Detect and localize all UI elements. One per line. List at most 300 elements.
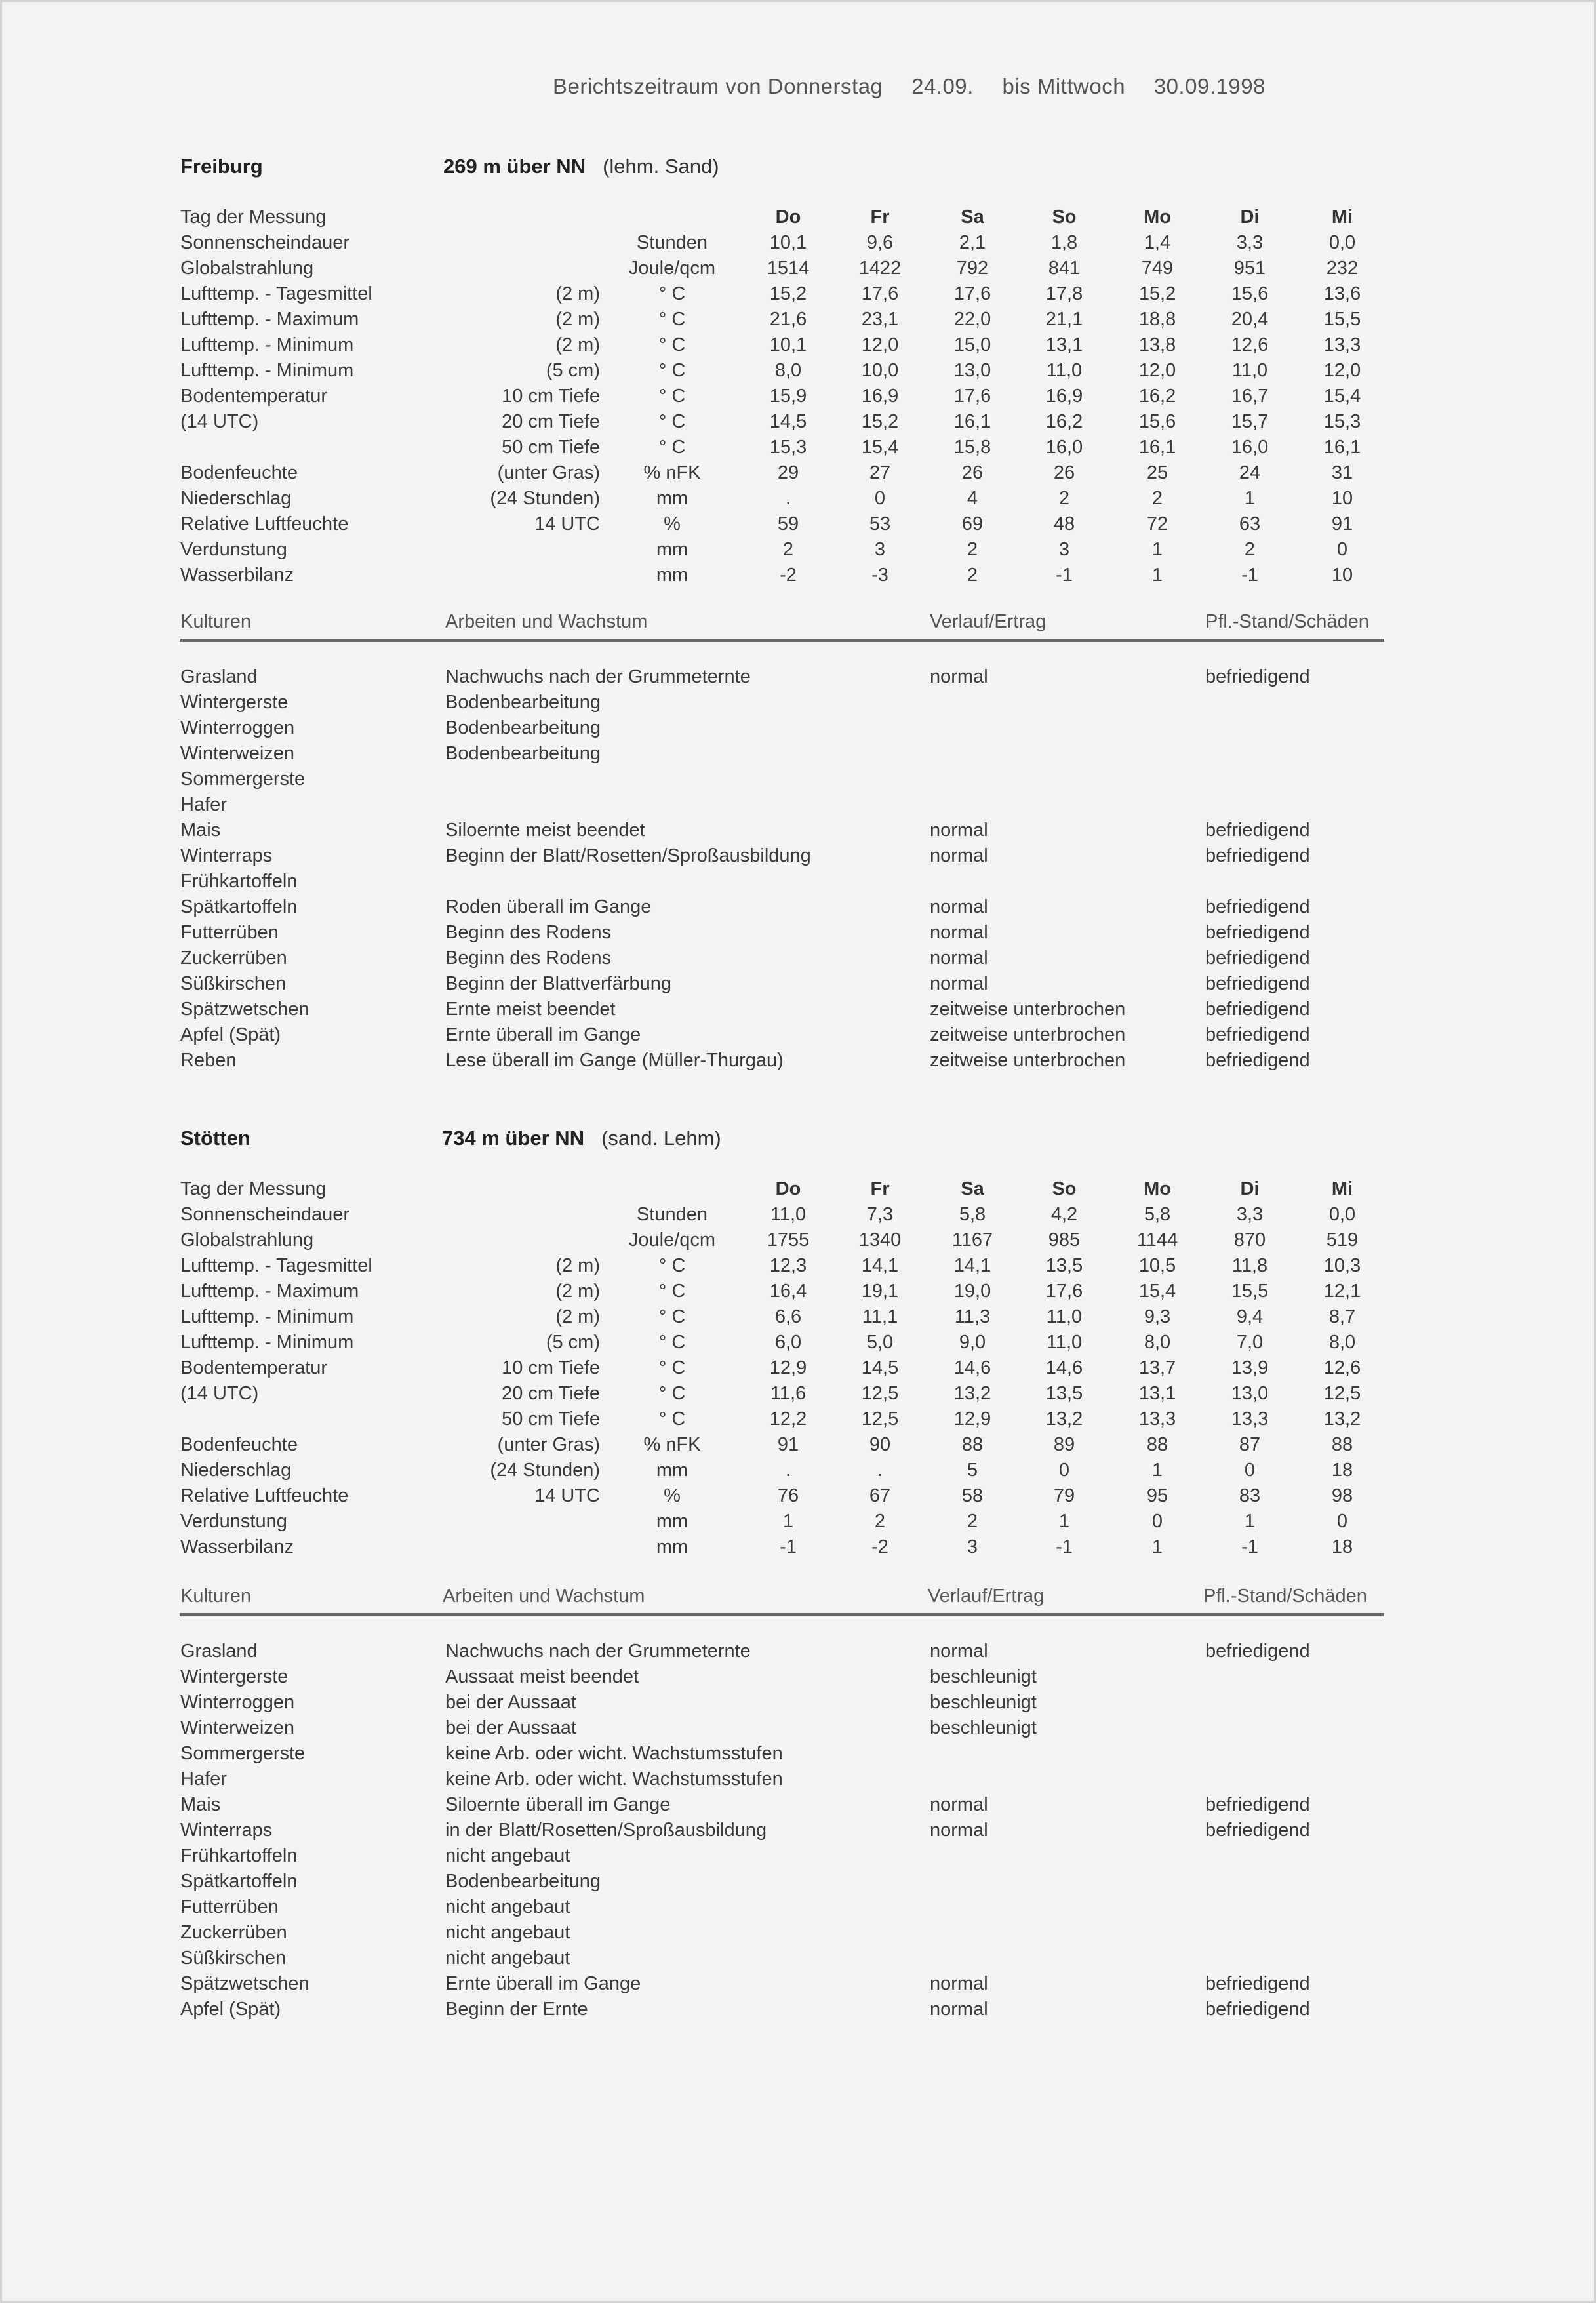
crops-header	[180, 1586, 1384, 1612]
crop-progress: zeitweise unterbrochen	[930, 999, 1126, 1020]
crop-progress: normal	[930, 1973, 988, 1994]
measure-value: -2	[780, 565, 797, 586]
measure-value: 0	[1336, 1511, 1348, 1532]
weather-row	[180, 1355, 1387, 1381]
measure-value: 1,8	[1050, 232, 1078, 253]
measure-value: 0	[1336, 539, 1348, 560]
crop-row	[180, 664, 1387, 690]
day-header: Do	[775, 207, 801, 228]
measure-value: 9,4	[1236, 1306, 1264, 1327]
crop-name: Reben	[180, 1050, 237, 1071]
weather-row	[180, 486, 1387, 511]
measure-label: Sonnenscheindauer	[180, 1204, 349, 1225]
day-header: Di	[1240, 1178, 1260, 1199]
measure-unit: ° C	[658, 437, 686, 458]
measure-value: 2	[967, 539, 978, 560]
measure-value: 11,0	[1046, 1306, 1083, 1327]
measure-value: 1	[1244, 1511, 1256, 1532]
measure-value: 11,6	[770, 1383, 807, 1404]
measure-label: Verdunstung	[180, 539, 287, 560]
measure-value: 26	[1053, 462, 1075, 483]
weather-row	[180, 460, 1387, 486]
measure-value: 841	[1048, 258, 1081, 279]
crop-name: Zuckerrüben	[180, 1922, 287, 1943]
measure-value: 12,0	[861, 334, 899, 355]
measure-label: Lufttemp. - Maximum	[180, 1281, 359, 1302]
measure-value: 0	[1151, 1511, 1163, 1532]
measure-value: 13,7	[1138, 1357, 1176, 1378]
measure-value: 12,3	[769, 1255, 807, 1276]
measure-value: 1	[1151, 565, 1163, 586]
measure-detail: (unter Gras)	[497, 462, 600, 483]
measure-value: 4	[967, 488, 978, 509]
measure-label: Lufttemp. - Minimum	[180, 1332, 354, 1353]
day-header: Di	[1240, 207, 1260, 228]
measure-value: 13,1	[1045, 334, 1083, 355]
measure-value: 15,4	[1138, 1281, 1176, 1302]
measure-detail: 10 cm Tiefe	[502, 1357, 600, 1378]
measure-value: 519	[1326, 1230, 1359, 1251]
measure-value: 3	[1058, 539, 1070, 560]
crop-work: Bodenbearbeitung	[445, 717, 601, 738]
measure-value: 13,0	[953, 360, 991, 381]
crop-work: Beginn der Blatt/Rosetten/Sproßausbildung	[445, 845, 811, 866]
crop-condition: befriedigend	[1205, 896, 1310, 917]
measure-value: 13,0	[1231, 1383, 1269, 1404]
measure-value: 15,5	[1323, 309, 1361, 330]
measure-value: 11,0	[1231, 360, 1268, 381]
measure-unit: %	[664, 1485, 681, 1506]
measure-value: 16,1	[1323, 437, 1361, 458]
measure-value: 59	[777, 513, 799, 534]
crop-progress: normal	[930, 1820, 988, 1841]
crop-name: Sommergerste	[180, 1743, 306, 1764]
crop-condition: befriedigend	[1205, 1024, 1310, 1045]
measure-unit: ° C	[658, 1409, 686, 1430]
crop-progress: normal	[930, 973, 988, 994]
crops-header-verlauf: Verlauf/Ertrag	[930, 611, 1047, 632]
crop-progress: normal	[930, 666, 988, 687]
measure-detail: 50 cm Tiefe	[502, 1409, 600, 1430]
measure-unit: mm	[656, 1536, 688, 1557]
measure-unit: ° C	[658, 360, 686, 381]
crops-header-verlauf: Verlauf/Ertrag	[928, 1586, 1045, 1607]
measure-value: 11,0	[1046, 1332, 1083, 1353]
measure-value: 19,1	[861, 1281, 899, 1302]
measure-value: 14,1	[953, 1255, 991, 1276]
measure-label: Relative Luftfeuchte	[180, 513, 349, 534]
measure-detail: 14 UTC	[534, 513, 600, 534]
measure-value: 3,3	[1236, 232, 1264, 253]
weather-table	[180, 205, 1387, 588]
crop-row	[180, 1997, 1387, 2022]
crop-row	[180, 1048, 1387, 1073]
crops-header-kulturen: Kulturen	[180, 611, 252, 632]
crops-divider	[180, 639, 1384, 642]
crop-name: Winterraps	[180, 845, 273, 866]
measure-unit: ° C	[658, 283, 686, 304]
measure-value: 10,1	[769, 232, 807, 253]
measure-value: 1	[1151, 539, 1163, 560]
measure-value: 12,9	[769, 1357, 807, 1378]
crop-row	[180, 1690, 1387, 1715]
crop-row	[180, 1022, 1387, 1048]
measure-unit: ° C	[658, 1357, 686, 1378]
weather-row	[180, 281, 1387, 307]
weather-row	[180, 1483, 1387, 1509]
weather-row	[180, 307, 1387, 332]
measure-value: 5,0	[866, 1332, 894, 1353]
measure-value: 11,8	[1231, 1255, 1268, 1276]
crop-name: Süßkirschen	[180, 1948, 287, 1969]
measure-value: -3	[871, 565, 888, 586]
station-soil: (lehm. Sand)	[603, 155, 719, 178]
measure-value: 90	[869, 1434, 891, 1455]
measure-value: 6,0	[774, 1332, 802, 1353]
crop-progress: beschleunigt	[930, 1666, 1037, 1687]
measure-value: 1167	[951, 1230, 993, 1251]
crop-name: Spätzwetschen	[180, 1973, 309, 1994]
crop-progress: normal	[930, 948, 988, 969]
measure-label: (14 UTC)	[180, 1383, 259, 1404]
crop-condition: befriedigend	[1205, 922, 1310, 943]
crop-work: Roden überall im Gange	[445, 896, 652, 917]
crop-work: Ernte überall im Gange	[445, 1024, 641, 1045]
measure-value: 3	[967, 1536, 978, 1557]
crops-table	[180, 664, 1387, 1073]
crop-work: Bodenbearbeitung	[445, 1871, 601, 1892]
crop-work: Beginn des Rodens	[445, 948, 612, 969]
measure-value: 12,0	[1138, 360, 1176, 381]
measure-value: 13,8	[1138, 334, 1176, 355]
measure-value: 12,5	[861, 1383, 899, 1404]
measure-value: 11,3	[954, 1306, 991, 1327]
crops-header-pflstand: Pfl.-Stand/Schäden	[1203, 1586, 1367, 1607]
measure-value: 0	[1244, 1460, 1256, 1481]
weather-row	[180, 537, 1387, 563]
weather-row	[180, 1228, 1387, 1253]
measure-value: 89	[1053, 1434, 1075, 1455]
crop-name: Winterroggen	[180, 1692, 295, 1713]
measure-detail: 20 cm Tiefe	[502, 1383, 600, 1404]
measure-unit: % nFK	[643, 1434, 701, 1455]
measure-value: .	[785, 1460, 791, 1481]
measure-value: 17,6	[953, 283, 991, 304]
measure-value: 87	[1239, 1434, 1261, 1455]
crop-row	[180, 767, 1387, 792]
measure-value: 13,9	[1231, 1357, 1269, 1378]
weather-row	[180, 435, 1387, 460]
measure-value: .	[785, 488, 791, 509]
crop-row	[180, 1767, 1387, 1792]
crop-row	[180, 1971, 1387, 1997]
measure-unit: Stunden	[636, 232, 708, 253]
crops-header-kulturen: Kulturen	[180, 1586, 252, 1607]
measure-value: 2	[782, 539, 794, 560]
measure-label: Globalstrahlung	[180, 258, 314, 279]
measure-value: 19,0	[953, 1281, 991, 1302]
crop-name: Spätzwetschen	[180, 999, 309, 1020]
station-location	[442, 1127, 721, 1150]
measure-label: Niederschlag	[180, 1460, 292, 1481]
measure-value: 1144	[1136, 1230, 1178, 1251]
crop-row	[180, 1639, 1387, 1664]
station-location	[443, 155, 719, 178]
measure-unit: ° C	[658, 1255, 686, 1276]
crop-row	[180, 1792, 1387, 1818]
measure-value: 15,9	[769, 386, 807, 407]
measure-label: Sonnenscheindauer	[180, 232, 349, 253]
crop-condition: befriedigend	[1205, 1794, 1310, 1815]
measure-value: 12,6	[1231, 334, 1269, 355]
crop-condition: befriedigend	[1205, 999, 1310, 1020]
measure-value: -1	[1241, 1536, 1258, 1557]
measure-value: 11,1	[862, 1306, 898, 1327]
measure-value: 870	[1233, 1230, 1266, 1251]
crop-work: Nachwuchs nach der Grummeternte	[445, 666, 751, 687]
measure-value: 24	[1239, 462, 1261, 483]
measure-value: 2	[967, 1511, 978, 1532]
measure-value: 88	[1331, 1434, 1353, 1455]
measure-value: 10,1	[769, 334, 807, 355]
measure-value: 16,1	[1138, 437, 1176, 458]
crop-progress: zeitweise unterbrochen	[930, 1024, 1126, 1045]
measure-label: Lufttemp. - Tagesmittel	[180, 283, 372, 304]
crop-progress: normal	[930, 896, 988, 917]
crop-row	[180, 1946, 1387, 1971]
crop-work: Aussaat meist beendet	[445, 1666, 639, 1687]
weather-row	[180, 1407, 1387, 1432]
crop-work: Beginn der Ernte	[445, 1999, 588, 2020]
crop-row	[180, 997, 1387, 1022]
weather-row	[180, 1202, 1387, 1228]
measure-detail: (2 m)	[555, 1255, 600, 1276]
measure-detail: (5 cm)	[546, 1332, 600, 1353]
measure-value: 15,4	[1323, 386, 1361, 407]
measure-value: 15,2	[769, 283, 807, 304]
day-header: Mi	[1331, 1178, 1353, 1199]
crop-progress: zeitweise unterbrochen	[930, 1050, 1126, 1071]
measure-value: 25	[1146, 462, 1168, 483]
crop-progress: normal	[930, 1999, 988, 2020]
crops-header-arbeiten: Arbeiten und Wachstum	[443, 1586, 645, 1607]
measure-value: 13,2	[953, 1383, 991, 1404]
crops-header-pflstand: Pfl.-Stand/Schäden	[1205, 611, 1369, 632]
measure-value: 15,2	[1138, 283, 1176, 304]
weather-row	[180, 1458, 1387, 1483]
measure-value: 1	[1151, 1460, 1163, 1481]
measure-value: 1514	[767, 258, 810, 279]
day-header: Sa	[961, 1178, 984, 1199]
measure-value: 15,6	[1138, 411, 1176, 432]
measure-unit: ° C	[658, 1332, 686, 1353]
measure-value: 11,0	[770, 1204, 807, 1225]
measure-value: 15,6	[1231, 283, 1269, 304]
measure-label: Lufttemp. - Minimum	[180, 360, 354, 381]
measure-value: 13,3	[1231, 1409, 1269, 1430]
measure-detail: (5 cm)	[546, 360, 600, 381]
crop-row	[180, 1741, 1387, 1767]
measure-value: 9,6	[866, 232, 894, 253]
measure-value: 15,3	[1323, 411, 1361, 432]
crop-name: Winterweizen	[180, 1717, 295, 1738]
measure-unit: ° C	[658, 1306, 686, 1327]
crop-progress: normal	[930, 1794, 988, 1815]
crop-name: Süßkirschen	[180, 973, 287, 994]
measure-value: 749	[1141, 258, 1174, 279]
day-header: Do	[775, 1178, 801, 1199]
crop-row	[180, 1843, 1387, 1869]
crop-work: nicht angebaut	[445, 1922, 570, 1943]
report-period	[553, 74, 1266, 99]
measure-value: 3	[874, 539, 886, 560]
measure-label: Lufttemp. - Minimum	[180, 1306, 354, 1327]
measure-value: 15,7	[1231, 411, 1269, 432]
weather-row	[180, 1304, 1387, 1330]
crop-name: Grasland	[180, 666, 258, 687]
crop-row	[180, 920, 1387, 946]
measure-value: 7,0	[1236, 1332, 1264, 1353]
measure-unit: mm	[656, 539, 688, 560]
measure-detail: 50 cm Tiefe	[502, 437, 600, 458]
measure-value: 0,0	[1328, 232, 1356, 253]
measure-value: 8,0	[774, 360, 802, 381]
measure-value: 10	[1331, 488, 1353, 509]
measure-value: 10	[1331, 565, 1353, 586]
day-header: Fr	[870, 1178, 890, 1199]
measure-value: 0,0	[1328, 1204, 1356, 1225]
crop-work: bei der Aussaat	[445, 1692, 576, 1713]
crop-name: Apfel (Spät)	[180, 1024, 281, 1045]
measure-value: 13,2	[1323, 1409, 1361, 1430]
crop-progress: beschleunigt	[930, 1717, 1037, 1738]
measure-value: -1	[1056, 565, 1073, 586]
crop-row	[180, 894, 1387, 920]
crop-condition: befriedigend	[1205, 666, 1310, 687]
day-header: Mi	[1331, 207, 1353, 228]
crop-condition: befriedigend	[1205, 948, 1310, 969]
measure-value: 21,1	[1045, 309, 1083, 330]
measure-detail: (2 m)	[555, 334, 600, 355]
measure-value: 69	[961, 513, 984, 534]
measure-value: 13,1	[1138, 1383, 1176, 1404]
measure-unit: Joule/qcm	[628, 1230, 716, 1251]
measure-unit: Stunden	[636, 1204, 708, 1225]
crop-name: Winterraps	[180, 1820, 273, 1841]
measure-value: 8,0	[1328, 1332, 1356, 1353]
day-header: Mo	[1144, 1178, 1171, 1199]
crop-work: Ernte überall im Gange	[445, 1973, 641, 1994]
measure-value: 14,6	[953, 1357, 991, 1378]
crop-work: Ernte meist beendet	[445, 999, 616, 1020]
measure-value: 12,1	[1323, 1281, 1361, 1302]
crops-table	[180, 1639, 1387, 2022]
measure-value: 12,2	[769, 1409, 807, 1430]
crop-work: nicht angebaut	[445, 1896, 570, 1917]
weather-row	[180, 230, 1387, 256]
crop-name: Grasland	[180, 1641, 258, 1662]
measure-value: 2	[1244, 539, 1256, 560]
crop-progress: normal	[930, 845, 988, 866]
measure-value: 4,2	[1050, 1204, 1078, 1225]
measure-value: 1,4	[1144, 232, 1171, 253]
measure-unit: ° C	[658, 411, 686, 432]
crop-row	[180, 1664, 1387, 1690]
measure-value: 16,4	[769, 1281, 807, 1302]
crop-progress: normal	[930, 922, 988, 943]
measure-value: 16,9	[1045, 386, 1083, 407]
measure-value: 1340	[858, 1230, 902, 1251]
header-label: Tag der Messung	[180, 207, 327, 228]
measure-value: .	[877, 1460, 883, 1481]
measure-value: 18	[1331, 1536, 1353, 1557]
crop-row	[180, 1894, 1387, 1920]
measure-value: 26	[961, 462, 984, 483]
crop-row	[180, 869, 1387, 894]
measure-value: 792	[956, 258, 989, 279]
period-middle: bis Mittwoch	[1002, 74, 1126, 98]
day-header: Fr	[870, 207, 890, 228]
measure-label: Wasserbilanz	[180, 565, 294, 586]
crop-work: Beginn des Rodens	[445, 922, 612, 943]
weather-header-row	[180, 1176, 1387, 1202]
measure-value: 13,6	[1323, 283, 1361, 304]
measure-value: 5,8	[1144, 1204, 1171, 1225]
crop-work: nicht angebaut	[445, 1845, 570, 1866]
crop-work: bei der Aussaat	[445, 1717, 576, 1738]
crop-progress: beschleunigt	[930, 1692, 1037, 1713]
measure-label: Bodenfeuchte	[180, 462, 298, 483]
measure-detail: (unter Gras)	[497, 1434, 600, 1455]
measure-value: 27	[869, 462, 891, 483]
period-prefix: Berichtszeitraum von Donnerstag	[553, 74, 883, 98]
measure-value: 15,0	[953, 334, 991, 355]
measure-detail: (24 Stunden)	[490, 1460, 600, 1481]
measure-value: 8,0	[1144, 1332, 1171, 1353]
measure-value: 2	[967, 565, 978, 586]
measure-value: 11,0	[1046, 360, 1083, 381]
crop-work: keine Arb. oder wicht. Wachstumsstufen	[445, 1743, 783, 1764]
measure-label: Bodentemperatur	[180, 386, 328, 407]
measure-value: 22,0	[953, 309, 991, 330]
measure-label: Bodentemperatur	[180, 1357, 328, 1378]
measure-value: 16,0	[1231, 437, 1269, 458]
measure-value: -1	[1056, 1536, 1073, 1557]
measure-value: 79	[1053, 1485, 1075, 1506]
measure-value: 13,5	[1045, 1383, 1083, 1404]
weather-row	[180, 563, 1387, 588]
crop-work: Beginn der Blattverfärbung	[445, 973, 671, 994]
measure-value: 12,6	[1323, 1357, 1361, 1378]
measure-label: Lufttemp. - Tagesmittel	[180, 1255, 372, 1276]
measure-value: 83	[1239, 1485, 1261, 1506]
measure-value: 0	[874, 488, 886, 509]
weather-row	[180, 332, 1387, 358]
measure-value: 12,5	[861, 1409, 899, 1430]
measure-value: -1	[1241, 565, 1258, 586]
measure-value: 1755	[767, 1230, 810, 1251]
weather-row	[180, 384, 1387, 409]
measure-label: Bodenfeuchte	[180, 1434, 298, 1455]
crops-header-arbeiten: Arbeiten und Wachstum	[445, 611, 648, 632]
measure-label: Lufttemp. - Maximum	[180, 309, 359, 330]
crops-divider	[180, 1613, 1384, 1616]
measure-value: 13,5	[1045, 1255, 1083, 1276]
crop-name: Sommergerste	[180, 769, 306, 790]
measure-value: 10,3	[1323, 1255, 1361, 1276]
measure-value: 17,8	[1045, 283, 1083, 304]
measure-value: 53	[869, 513, 891, 534]
